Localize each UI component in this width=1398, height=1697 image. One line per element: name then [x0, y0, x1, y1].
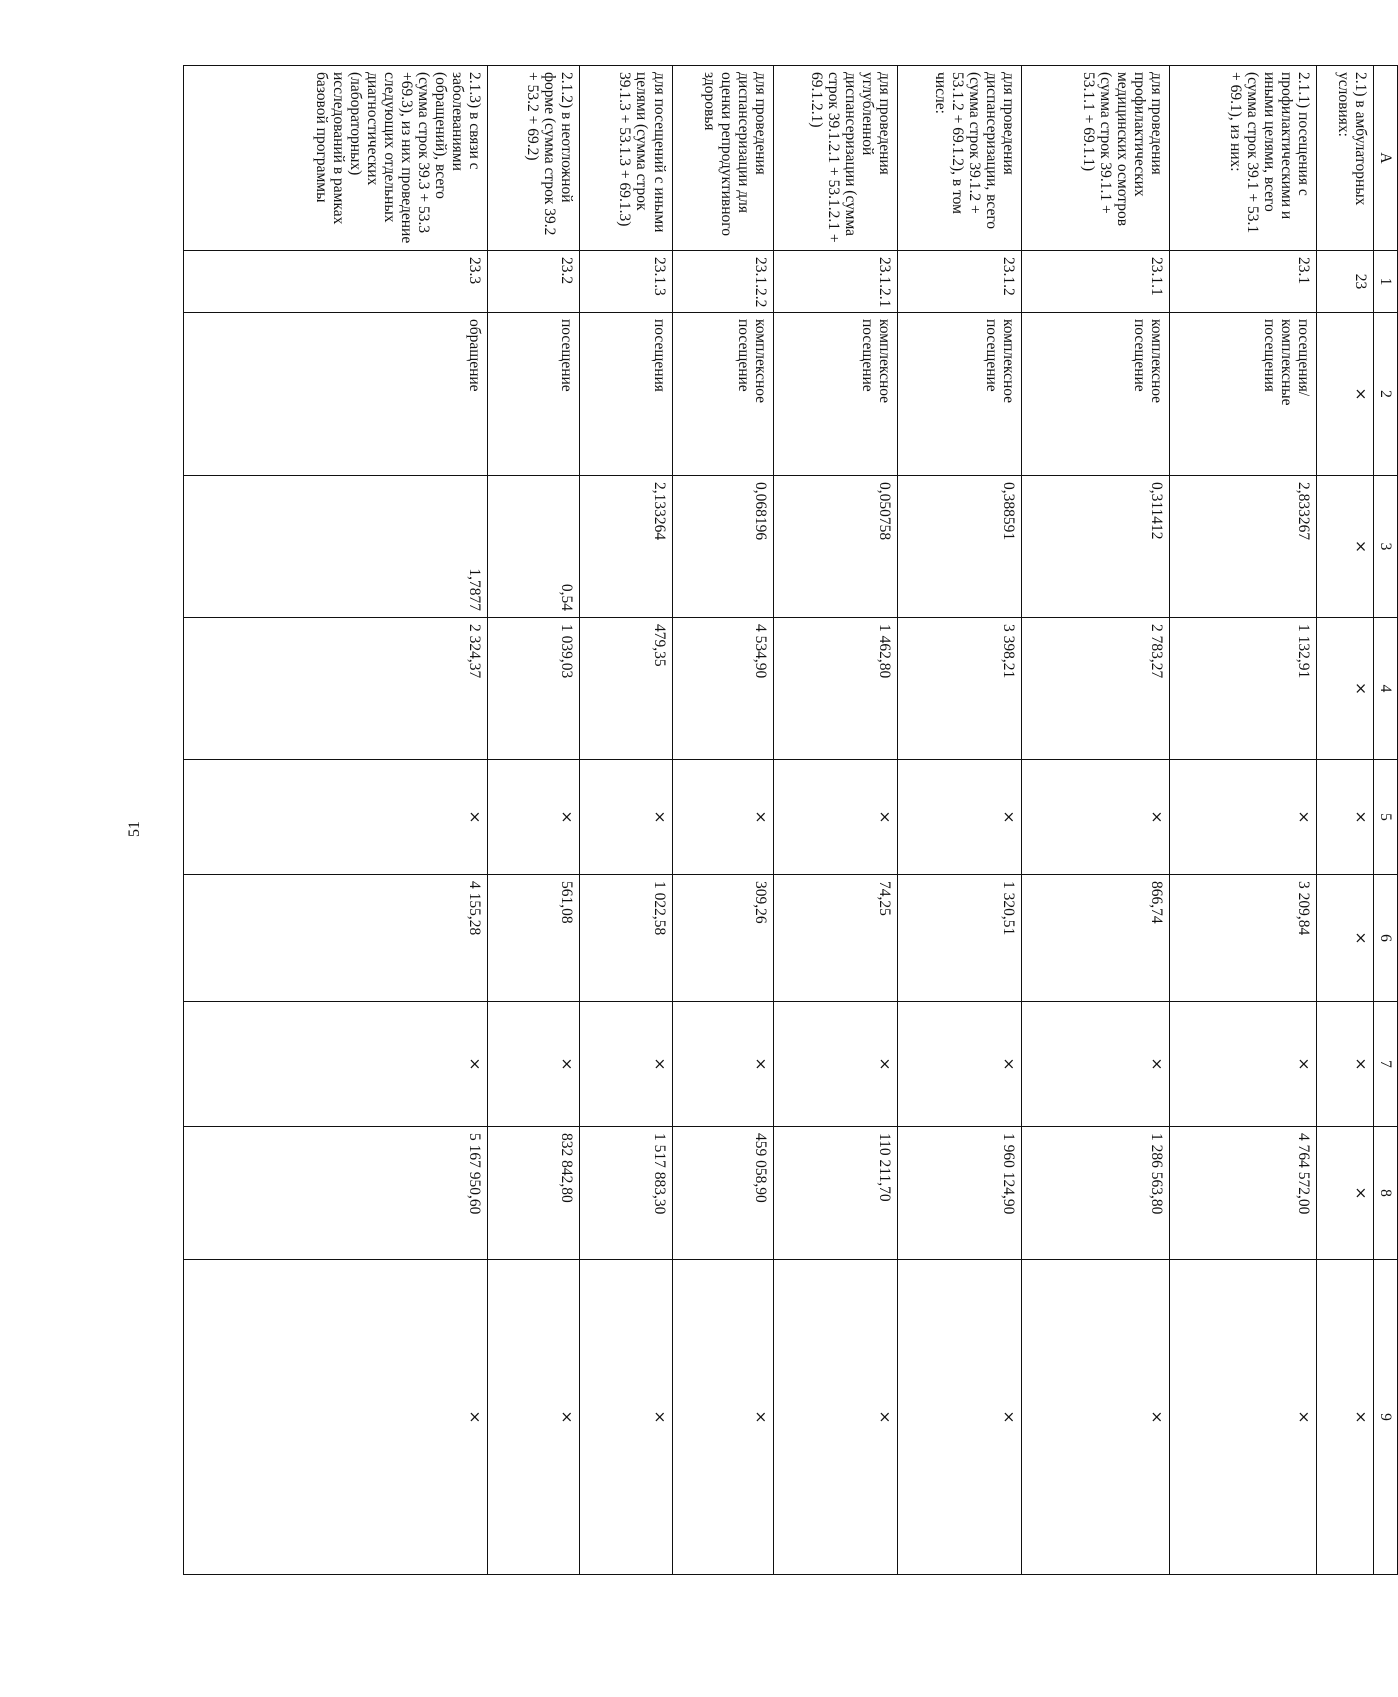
col6-cell: 309,26 — [672, 875, 774, 1002]
col6-cell: 561,08 — [488, 875, 580, 1002]
row-name-cell: для проведения углубленной диспансеризации (сумма строк 39.1.2.1 + 53.1.2.1 + 69.1.2.1) — [774, 66, 898, 251]
row-code-cell: 23.2 — [488, 251, 580, 313]
unit-cell: комплексное посещение — [774, 313, 898, 476]
col7-cell: × — [1317, 1002, 1374, 1127]
header-cell: 2 — [1374, 313, 1398, 476]
row-name-cell: 2.1.3) в связи с заболеваниями (обращений), всего (сумма строк 39.3 + 53.3 +69.3), из них проведение следующих отдельных диагностических (лабораторных) исследований в рамках базовой программы — [184, 66, 488, 251]
table-row — [1317, 66, 1374, 1575]
col9-cell: × — [898, 1260, 1022, 1575]
header-row — [1374, 66, 1398, 1575]
row-name-cell: 2.1) в амбулаторных условиях: — [1317, 66, 1374, 251]
cost-cell: 1 462,80 — [774, 618, 898, 760]
unit-cell: × — [1317, 313, 1374, 476]
norm-cell: 1,7877 — [184, 476, 488, 618]
col9-cell: × — [580, 1260, 672, 1575]
col6-cell: 3 209,84 — [1169, 875, 1316, 1002]
col9-cell: × — [1022, 1260, 1169, 1575]
col5-cell: × — [898, 760, 1022, 875]
unit-cell: посещение — [488, 313, 580, 476]
row-code-cell: 23.3 — [184, 251, 488, 313]
col5-cell: × — [672, 760, 774, 875]
table-row — [1022, 66, 1169, 1575]
table-row — [1169, 66, 1316, 1575]
col7-cell: × — [184, 1002, 488, 1127]
row-code-cell: 23.1.3 — [580, 251, 672, 313]
cost-cell: 1 132,91 — [1169, 618, 1316, 760]
unit-cell: посещения/ комплексные посещения — [1169, 313, 1316, 476]
col8-cell: 4 764 572,00 — [1169, 1127, 1316, 1260]
row-name-cell: для проведения диспансеризации, всего (сумма строк 39.1.2 + 53.1.2 + 69.1.2), в том числе: — [898, 66, 1022, 251]
col6-cell: 4 155,28 — [184, 875, 488, 1002]
col9-cell: × — [774, 1260, 898, 1575]
header-cell: 7 — [1374, 1002, 1398, 1127]
col6-cell: 1 022,58 — [580, 875, 672, 1002]
header-cell: 8 — [1374, 1127, 1398, 1260]
row-code-cell: 23.1.2.1 — [774, 251, 898, 313]
col8-cell: 1 517 883,30 — [580, 1127, 672, 1260]
row-code-cell: 23.1.1 — [1022, 251, 1169, 313]
table-row — [580, 66, 672, 1575]
row-name-cell: 2.1.2) в неотложной форме (сумма строк 39.2 + 53.2 + 69.2) — [488, 66, 580, 251]
cost-cell: 479,35 — [580, 618, 672, 760]
cost-cell: 2 783,27 — [1022, 618, 1169, 760]
col7-cell: × — [580, 1002, 672, 1127]
cost-cell: 2 324,37 — [184, 618, 488, 760]
col7-cell: × — [1022, 1002, 1169, 1127]
norm-cell: 0,54 — [488, 476, 580, 618]
row-code-cell: 23 — [1317, 251, 1374, 313]
col8-cell: 110 211,70 — [774, 1127, 898, 1260]
col8-cell: 5 167 950,60 — [184, 1127, 488, 1260]
col5-cell: × — [774, 760, 898, 875]
norm-cell: 2,133264 — [580, 476, 672, 618]
header-cell: 3 — [1374, 476, 1398, 618]
unit-cell: обращение — [184, 313, 488, 476]
cost-cell: 3 398,21 — [898, 618, 1022, 760]
col5-cell: × — [184, 760, 488, 875]
norm-cell: 0,050758 — [774, 476, 898, 618]
unit-cell: комплексное посещение — [1022, 313, 1169, 476]
col9-cell: × — [488, 1260, 580, 1575]
unit-cell: комплексное посещение — [898, 313, 1022, 476]
table-row — [774, 66, 898, 1575]
col6-cell: 74,25 — [774, 875, 898, 1002]
rotated-table-container — [183, 65, 1398, 1574]
row-code-cell: 23.1.2.2 — [672, 251, 774, 313]
unit-cell: комплексное посещение — [672, 313, 774, 476]
header-cell: 4 — [1374, 618, 1398, 760]
table-row — [672, 66, 774, 1575]
col5-cell: × — [580, 760, 672, 875]
col5-cell: × — [1022, 760, 1169, 875]
col7-cell: × — [488, 1002, 580, 1127]
row-code-cell: 23.1 — [1169, 251, 1316, 313]
row-name-cell: для проведения диспансеризации для оценки репродуктивного здоровья — [672, 66, 774, 251]
norms-table — [183, 65, 1398, 1575]
col8-cell: × — [1317, 1127, 1374, 1260]
norm-cell: 0,068196 — [672, 476, 774, 618]
col5-cell: × — [1317, 760, 1374, 875]
header-cell: 6 — [1374, 875, 1398, 1002]
norm-cell: 0,311412 — [1022, 476, 1169, 618]
col6-cell: × — [1317, 875, 1374, 1002]
table-row — [488, 66, 580, 1575]
header-cell: A — [1374, 66, 1398, 251]
col5-cell: × — [1169, 760, 1316, 875]
table-row — [898, 66, 1022, 1575]
row-name-cell: для посещений с иными целями (сумма строк 39.1.3 + 53.1.3 + 69.1.3) — [580, 66, 672, 251]
col6-cell: 1 320,51 — [898, 875, 1022, 1002]
col8-cell: 832 842,80 — [488, 1127, 580, 1260]
page-number: 51 — [126, 821, 143, 837]
col7-cell: × — [672, 1002, 774, 1127]
col8-cell: 459 058,90 — [672, 1127, 774, 1260]
col9-cell: × — [1317, 1260, 1374, 1575]
row-name-cell: 2.1.1) посещения с профилактическими и иными целями, всего (сумма строк 39.1 + 53.1 + 69.1), из них: — [1169, 66, 1316, 251]
col7-cell: × — [1169, 1002, 1316, 1127]
row-name-cell: для проведения профилактических медицинских осмотров (сумма строк 39.1.1 + 53.1.1 + 69.1.1) — [1022, 66, 1169, 251]
col8-cell: 1 960 124,90 — [898, 1127, 1022, 1260]
col9-cell: × — [1169, 1260, 1316, 1575]
unit-cell: посещения — [580, 313, 672, 476]
norm-cell: 2,833267 — [1169, 476, 1316, 618]
cost-cell: 4 534,90 — [672, 618, 774, 760]
col7-cell: × — [898, 1002, 1022, 1127]
col8-cell: 1 286 563,80 — [1022, 1127, 1169, 1260]
header-cell: 9 — [1374, 1260, 1398, 1575]
col7-cell: × — [774, 1002, 898, 1127]
col9-cell: × — [184, 1260, 488, 1575]
table-row — [184, 66, 488, 1575]
cost-cell: × — [1317, 618, 1374, 760]
header-cell: 1 — [1374, 251, 1398, 313]
header-cell: 5 — [1374, 760, 1398, 875]
col9-cell: × — [672, 1260, 774, 1575]
col6-cell: 866,74 — [1022, 875, 1169, 1002]
col5-cell: × — [488, 760, 580, 875]
cost-cell: 1 039,03 — [488, 618, 580, 760]
norm-cell: 0,388591 — [898, 476, 1022, 618]
norm-cell: × — [1317, 476, 1374, 618]
row-code-cell: 23.1.2 — [898, 251, 1022, 313]
